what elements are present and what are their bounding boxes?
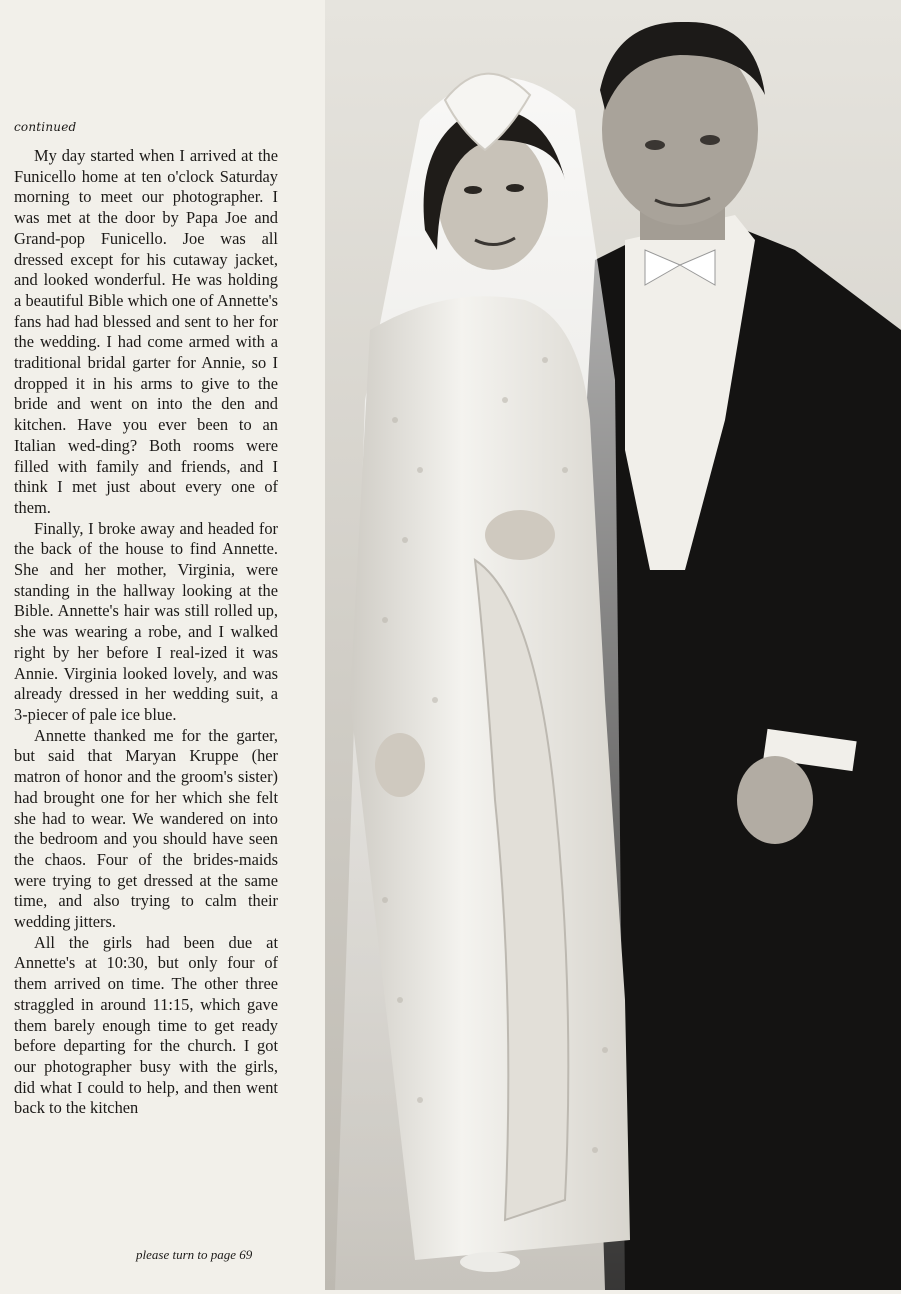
photo-illustration xyxy=(325,0,901,1290)
article-paragraph-4: All the girls had been due at Annette's at 10:30, but only four of them arrived on time. The other three straggled in around 11:15, which gave them barely enough time to get ready before departing for the church. I got our photographer busy with the girls, did what I could to help, and then went back to the kitchen xyxy=(14,932,278,1118)
article-paragraph-1: My day started when I arrived at the Funicello home at ten o'clock Saturday morning to meet our photographer. I was met at the door by Papa Joe and Grand-pop Funicello. Joe was all dressed except for his cutaway jacket, and looked wonderful. He was holding a beautiful Bible which one of Annette's fans had had blessed and sent to her for the wedding. I had come armed with a traditional bridal garter for Annie, so I dropped it in his arms to give to the bride and went on into the den and kitchen. Have you ever been to an Italian wed-ding? Both rooms were filled with family and friends, and I think I met just about every one of them. xyxy=(14,146,278,517)
continued-label: continued xyxy=(14,120,77,134)
continued-on-page-note: please turn to page 69 xyxy=(136,1247,253,1262)
article-paragraph-3: Annette thanked me for the garter, but said that Maryan Kruppe (her matron of honor and the groom's sister) had brought one for her which she felt she had to wear. We wandered on into the bedroom and you should have seen the chaos. Four of the brides-maids were trying to get dressed at the same time, and also trying to calm their wedding jitters. xyxy=(14,725,278,932)
article-column xyxy=(14,120,278,1119)
wedding-couple-photo xyxy=(325,0,901,1290)
article-paragraph-2: Finally, I broke away and headed for the back of the house to find Annette. She and her mother, Virginia, were standing in the hallway looking at the Bible. Annette's hair was still rolled up, she was wearing a robe, and I walked right by her before I real-ized it was Annie. Virginia looked lovely, and was already dressed in her wedding suit, a 3-piecer of pale ice blue. xyxy=(14,518,278,724)
